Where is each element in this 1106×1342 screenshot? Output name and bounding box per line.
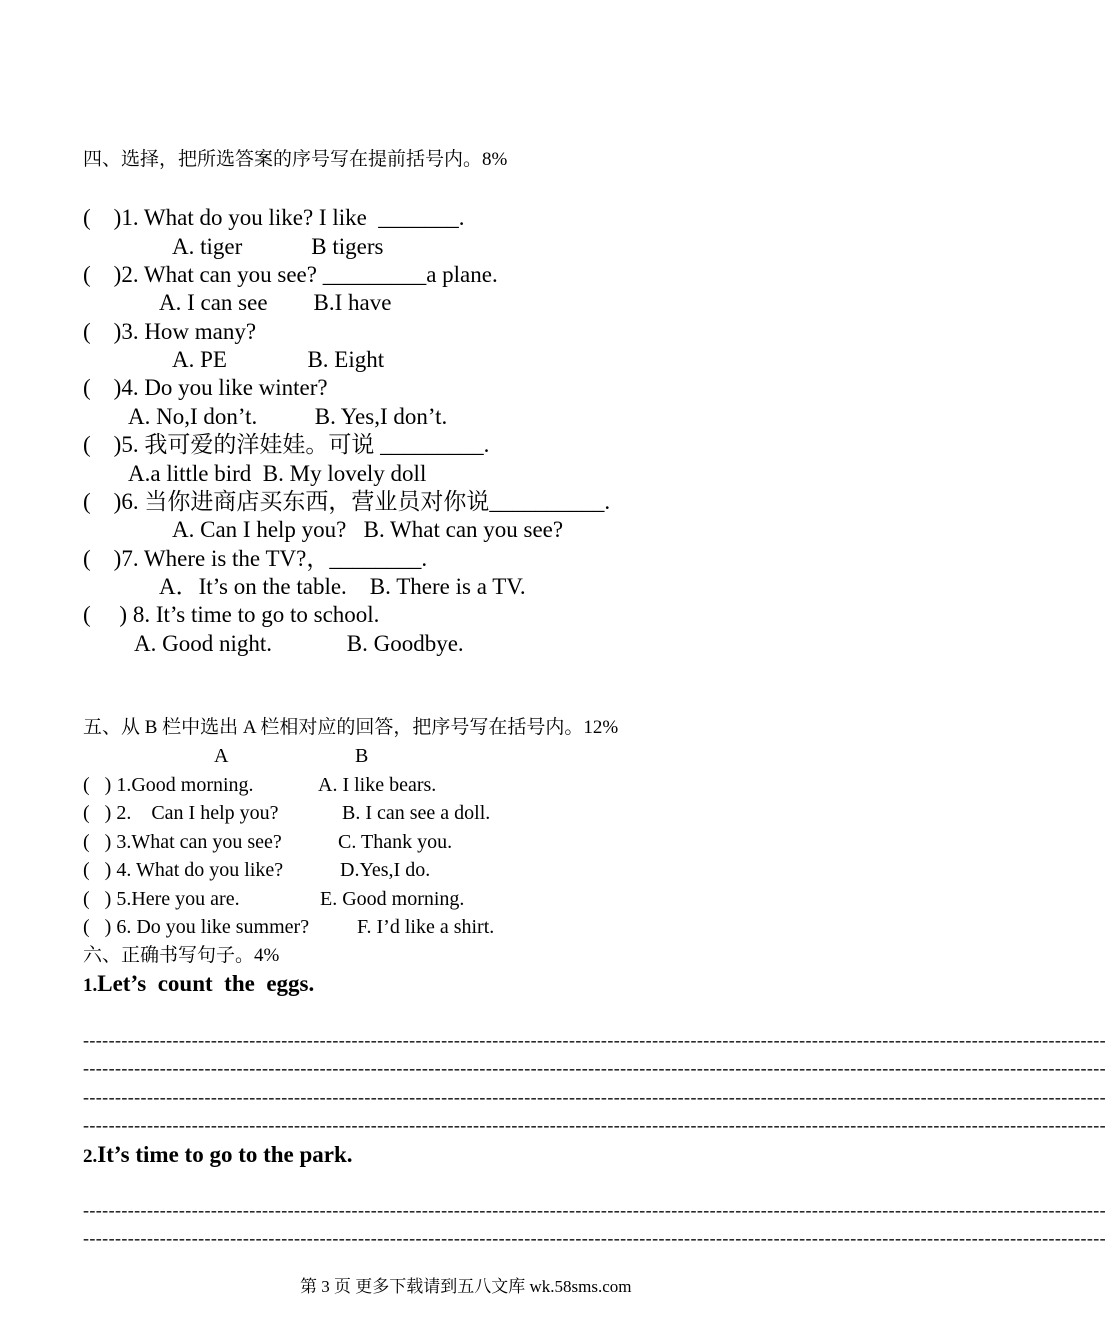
match-a-6: ( ) 6. Do you like summer? — [83, 916, 310, 938]
writing-line: ---------------------------------------------------------------------------------------------------------------------------------------------------------------- — [83, 1200, 1106, 1220]
match-b-6: F. I’d like a shirt. — [357, 916, 495, 938]
question-1: ( )1. What do you like? I like _______. — [83, 205, 465, 230]
match-a-4: ( ) 4. What do you like? — [83, 859, 284, 881]
options-5: A.a little bird B. My lovely doll — [128, 461, 427, 486]
question-7: ( )7. Where is the TV?，________. — [83, 546, 428, 571]
match-b-1: A. I like bears. — [318, 774, 437, 796]
match-a-2: ( ) 2. Can I help you? — [83, 802, 279, 824]
writing-line: ---------------------------------------------------------------------------------------------------------------------------------------------------------------- — [83, 1115, 1106, 1135]
match-b-4: D.Yes,I do. — [340, 859, 431, 881]
sentence-2-number: 2. — [83, 1146, 98, 1167]
page-footer: 第 3 页 更多下载请到五八文库 wk.58sms.com — [300, 1277, 632, 1296]
sentence-1 — [83, 972, 314, 995]
sentence-2 — [83, 1143, 353, 1166]
match-a-5: ( ) 5.Here you are. — [83, 888, 240, 910]
writing-line: ---------------------------------------------------------------------------------------------------------------------------------------------------------------- — [83, 1058, 1106, 1078]
sentence-2-text: It’s time to go to the park. — [97, 1142, 353, 1167]
options-2: A. I can see B.I have — [159, 290, 392, 315]
match-b-5: E. Good morning. — [320, 888, 465, 910]
question-8: ( ) 8. It’s time to go to school. — [83, 602, 380, 627]
options-1: A. tiger B tigers — [172, 234, 384, 259]
question-3: ( )3. How many? — [83, 319, 257, 344]
section5-title: 五、从 B 栏中选出 A 栏相对应的回答，把序号写在括号内。12% — [83, 717, 619, 738]
options-8: A. Good night. B. Goodbye. — [134, 631, 464, 656]
match-b-2: B. I can see a doll. — [342, 802, 491, 824]
writing-line: ---------------------------------------------------------------------------------------------------------------------------------------------------------------- — [83, 1087, 1106, 1107]
column-a-header: A — [214, 745, 229, 767]
match-a-1: ( ) 1.Good morning. — [83, 774, 254, 796]
options-7: A．It’s on the table. B. There is a TV. — [159, 574, 526, 599]
options-4: A. No,I don’t. B. Yes,I don’t. — [128, 404, 448, 429]
sentence-1-number: 1. — [83, 975, 98, 996]
question-2: ( )2. What can you see? _________a plane. — [83, 262, 498, 287]
writing-line: ---------------------------------------------------------------------------------------------------------------------------------------------------------------- — [83, 1030, 1106, 1050]
sentence-1-text: Let’s count the eggs. — [97, 971, 315, 996]
match-a-3: ( ) 3.What can you see? — [83, 831, 282, 853]
writing-line: ---------------------------------------------------------------------------------------------------------------------------------------------------------------- — [83, 1228, 1106, 1248]
options-6: A. Can I help you? B. What can you see? — [172, 517, 564, 542]
question-6: ( )6. 当你进商店买东西，营业员对你说__________. — [83, 489, 611, 514]
column-b-header: B — [355, 745, 369, 767]
question-5: ( )5. 我可爱的洋娃娃。可说 _________. — [83, 432, 490, 457]
options-3: A. PE B. Eight — [172, 347, 385, 372]
section4-title: 四、选择，把所选答案的序号写在提前括号内。8% — [83, 149, 508, 170]
match-b-3: C. Thank you. — [338, 831, 453, 853]
section6-title: 六、正确书写句子。4% — [83, 945, 280, 966]
question-4: ( )4. Do you like winter? — [83, 375, 328, 400]
